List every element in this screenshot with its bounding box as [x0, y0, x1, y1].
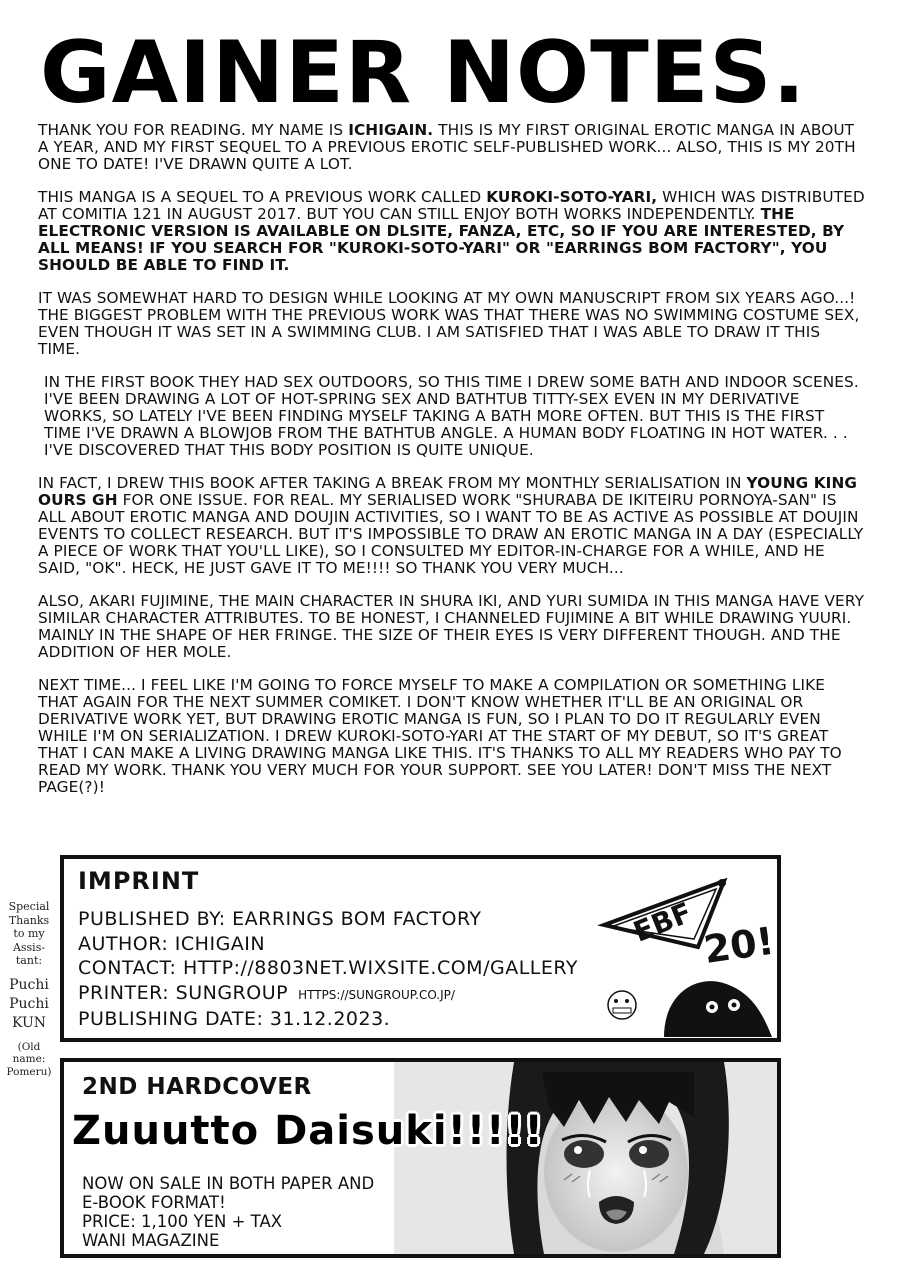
old-name-part: Pomeru)	[6, 1065, 52, 1078]
ad-format-line: E-BOOK FORMAT!	[82, 1193, 226, 1212]
magazine-name: YOUNG KING OURS GH	[38, 474, 858, 509]
printer-name: PRINTER: SUNGROUP	[78, 981, 289, 1004]
thanks-text: Thanks	[8, 913, 50, 927]
assistant-name-part: KUN	[11, 1014, 46, 1031]
note-text: THIS IS MY FIRST ORIGINAL EROTIC MANGA IN ABOUT A YEAR, AND MY FIRST SEQUEL TO A PREVIOUS EROTIC SELF-PUBLISHED WORK... ALSO, THIS IS MY 20TH ONE TO DATE! I'VE DRAWN QUITE A LOT.	[38, 121, 856, 173]
page-title: GAINER NOTES.	[40, 23, 807, 123]
ad-subtitle: 2ND HARDCOVER	[82, 1074, 312, 1100]
logo-number: 20!	[701, 918, 777, 972]
assistant-old-name	[2, 1041, 56, 1079]
old-name-part: name:	[12, 1053, 46, 1065]
thanks-text: Assis-	[12, 940, 46, 954]
assistant-name-part: Puchi	[9, 976, 49, 993]
manga-girl-illustration	[394, 1062, 781, 1254]
note-text: WHICH WAS DISTRIBUTED AT COMITIA 121 IN AUGUST 2017. BUT YOU CAN STILL ENJOY BOTH WORKS INDEPENDENTLY.	[38, 188, 865, 223]
printer-url: HTTPS://SUNGROUP.CO.JP/	[298, 987, 455, 1002]
special-thanks	[2, 900, 56, 1078]
note-paragraph-1	[38, 122, 866, 173]
logo-text: EBF	[628, 895, 697, 949]
gainer-notes-body	[38, 122, 866, 796]
thanks-text: tant:	[15, 954, 43, 967]
note-paragraph-5	[38, 475, 866, 577]
ad-details	[82, 1174, 374, 1250]
ad-sale-line: NOW ON SALE IN BOTH PAPER AND	[82, 1174, 375, 1193]
ad-book-title: Zuuutto Daisuki!!!!!	[72, 1108, 544, 1154]
author-name: ICHIGAIN.	[348, 121, 434, 139]
ad-price-line: PRICE: 1,100 YEN + TAX	[82, 1212, 283, 1231]
imprint-publisher: PUBLISHED BY: EARRINGS BOM FACTORY	[78, 908, 482, 930]
imprint-heading: IMPRINT	[78, 867, 200, 895]
imprint-contact: CONTACT: HTTP://8803NET.WIXSITE.COM/GALLERY	[78, 957, 578, 980]
circle-logo-illustration	[594, 877, 779, 1037]
imprint-printer	[78, 981, 578, 1008]
assistant-name-part: Puchi	[9, 995, 49, 1012]
work-title: KUROKI-SOTO-YARI,	[486, 188, 658, 206]
note-paragraph-2	[38, 189, 866, 274]
note-paragraph-3: IT WAS SOMEWHAT HARD TO DESIGN WHILE LOOKING AT MY OWN MANUSCRIPT FROM SIX YEARS AGO...! THE BIGGEST PROBLEM WITH THE PREVIOUS WORK WAS THAT THERE WAS NO SWIMMING COSTUME SEX, EVEN THOUGH IT WAS SET IN A SWIMMING CLUB. I AM SATISFIED THAT I WAS ABLE TO DRAW IT THIS TIME.	[38, 289, 860, 358]
note-emphasis: THE ELECTRONIC VERSION IS AVAILABLE ON DLSITE, FANZA, ETC, SO IF YOU ARE INTERESTED, BY ALL MEANS! IF YOU SEARCH FOR "KUROKI-SOTO-YARI" OR "EARRINGS BOM FACTORY", YOU SHOULD BE ABLE TO FIND IT.	[38, 205, 845, 274]
imprint-author: AUTHOR: ICHIGAIN	[78, 932, 266, 955]
small-face-doodle	[608, 991, 636, 1019]
note-text: THANK YOU FOR READING. MY NAME IS	[38, 121, 349, 139]
assistant-name	[2, 976, 56, 1033]
note-paragraph-6: ALSO, AKARI FUJIMINE, THE MAIN CHARACTER IN SHURA IKI, AND YURI SUMIDA IN THIS MANGA HAVE VERY SIMILAR CHARACTER ATTRIBUTES. TO BE HONEST, I CHANNELED FUJIMINE A BIT WHILE DRAWING YUURI. MAINLY IN THE SHAPE OF HER FRINGE. THE SIZE OF THEIR EYES IS VERY DIFFERENT THOUGH. AND THE ADDITION OF HER MOLE.	[38, 592, 865, 661]
ad-publisher-line: WANI MAGAZINE	[82, 1231, 220, 1250]
old-name-part: (Old	[17, 1040, 41, 1053]
thanks-text: Special	[8, 900, 50, 913]
note-paragraph-7: NEXT TIME... I FEEL LIKE I'M GOING TO FORCE MYSELF TO MAKE A COMPILATION OR SOMETHING LIKE THAT AGAIN FOR THE NEXT SUMMER COMIKET. I DON'T KNOW WHETHER IT'LL BE AN ORIGINAL OR DERIVATIVE WORK YET, BUT DRAWING EROTIC MANGA IS FUN, SO I PLAN TO DO IT REGULARLY EVEN WHILE I'M ON SERIALIZATION. I DREW KUROKI-SOTO-YARI AT THE START OF MY DEBUT, SO IT'S GREAT THAT I CAN MAKE A LIVING DRAWING MANGA LIKE THIS. IT'S THANKS TO ALL MY READERS WHO PAY TO READ MY WORK. THANK YOU VERY MUCH FOR YOUR SUPPORT. SEE YOU LATER! DON'T MISS THE NEXT PAGE(?)!	[38, 676, 842, 796]
imprint-date: PUBLISHING DATE: 31.12.2023.	[78, 1008, 391, 1031]
thanks-text: to my	[13, 927, 45, 940]
note-text: FOR ONE ISSUE. FOR REAL. MY SERIALISED WORK "SHURABA DE IKITEIRU PORNOYA-SAN" IS ALL ABOUT EROTIC MANGA AND DOUJIN ACTIVITIES, SO I WANT TO BE AS ACTIVE AS POSSIBLE AT DOUJIN EVENTS TO COLLECT RESEARCH. BUT IT'S IMPOSSIBLE TO DRAW AN EROTIC MANGA IN A DAY (ESPECIALLY A PIECE OF WORK THAT YOU'LL LIKE), SO I CONSULTED MY EDITOR-IN-CHARGE FOR A WHILE, AND HE SAID, "OK". HECK, HE JUST GAVE IT TO ME!!!! SO THANK YOU VERY MUCH...	[38, 491, 864, 577]
note-text: THIS MANGA IS A SEQUEL TO A PREVIOUS WORK CALLED	[38, 188, 487, 206]
hardcover-ad-box	[60, 1058, 781, 1258]
imprint-box	[60, 855, 781, 1042]
imprint-details	[78, 907, 578, 1032]
note-paragraph-4: IN THE FIRST BOOK THEY HAD SEX OUTDOORS, SO THIS TIME I DREW SOME BATH AND INDOOR SCENES. I'VE BEEN DRAWING A LOT OF HOT-SPRING SEX AND BATHTUB TITTY-SEX EVEN IN MY DERIVATIVE WORKS, SO LATELY I'VE BEEN FINDING MYSELF TAKING A BATH MORE OFTEN. BUT THIS IS THE FIRST TIME I'VE DRAWN A BLOWJOB FROM THE BATHTUB ANGLE. A HUMAN BODY FLOATING IN HOT WATER. . . I'VE DISCOVERED THAT THIS BODY POSITION IS QUITE UNIQUE.	[44, 373, 859, 459]
note-text: IN FACT, I DREW THIS BOOK AFTER TAKING A BREAK FROM MY MONTHLY SERIALISATION IN	[38, 474, 747, 492]
black-blob-doodle	[664, 981, 772, 1037]
